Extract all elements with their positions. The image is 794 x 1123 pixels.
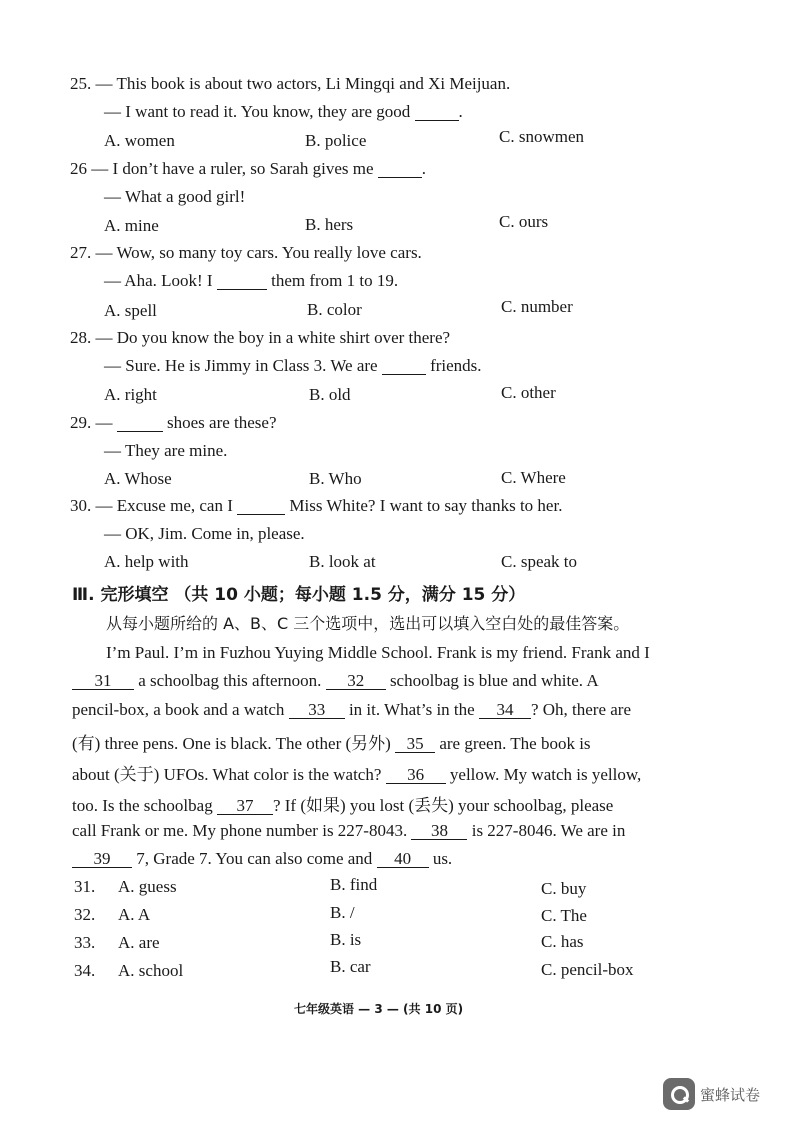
q34-number: 34. <box>74 961 96 980</box>
q31-option-b[interactable]: B. find <box>330 875 378 894</box>
passage-text: schoolbag is blue and white. A <box>389 671 599 690</box>
q27-blank[interactable] <box>217 272 267 290</box>
q26-option-b[interactable]: B. hers <box>305 215 354 234</box>
q26-question: — I don’t have a ruler, so Sarah gives me <box>91 159 374 178</box>
passage-text: pencil-box, a book and a watch <box>72 700 285 719</box>
q29-option-c[interactable]: C. Where <box>501 468 566 487</box>
passage-line-2 <box>72 671 599 691</box>
q30-option-b[interactable]: B. look at <box>309 552 376 571</box>
section-3-heading: Ⅲ. 完形填空 （共 10 小题；每小题 1.5 分，满分 15 分） <box>72 585 526 605</box>
q29-question-end: shoes are these? <box>167 413 277 432</box>
passage-line-1: I’m Paul. I’m in Fuzhou Yuying Middle School. Frank is my friend. Frank and I <box>106 643 650 662</box>
q25-option-a[interactable]: A. women <box>104 131 175 150</box>
blank-36[interactable]: 36 <box>386 766 446 784</box>
q27-answer-text: — Aha. Look! I <box>104 271 213 290</box>
q30-question-end: Miss White? I want to say thanks to her. <box>289 496 563 515</box>
page-footer: 七年级英语 — 3 — (共 10 页) <box>294 1002 464 1016</box>
q25-line2 <box>104 102 463 122</box>
q32-option-a[interactable]: A. A <box>118 905 151 924</box>
q27-line2 <box>104 271 398 291</box>
q27-number: 27. <box>70 243 92 262</box>
passage-text: are green. The book is <box>439 734 591 753</box>
bee-logo-icon <box>663 1078 695 1110</box>
passage-text: in it. What’s in the <box>348 700 475 719</box>
q34-option-c[interactable]: C. pencil-box <box>541 960 634 979</box>
passage-text: is 227-8046. We are in <box>471 821 626 840</box>
passage-text: a schoolbag this afternoon. <box>138 671 322 690</box>
q27-option-b[interactable]: B. color <box>307 300 362 319</box>
blank-34[interactable]: 34 <box>479 701 531 719</box>
q25-line1 <box>70 74 510 94</box>
q29-blank[interactable] <box>117 414 163 432</box>
passage-line-3 <box>72 700 631 720</box>
passage-text: (有) three pens. One is black. The other (另外) <box>72 734 391 753</box>
passage-line-6 <box>72 791 613 816</box>
q33-option-c[interactable]: C. has <box>541 932 584 951</box>
q34-option-a[interactable]: A. school <box>118 961 184 980</box>
q28-answer-end: friends. <box>430 356 482 375</box>
q29-option-a[interactable]: A. Whose <box>104 469 172 488</box>
q30-blank[interactable] <box>237 497 285 515</box>
q25-number: 25. <box>70 74 92 93</box>
passage-text: ? Oh, there are <box>530 700 632 719</box>
q28-question: — Do you know the boy in a white shirt over there? <box>95 328 451 347</box>
passage-text: 7, Grade 7. You can also come and <box>136 849 373 868</box>
q30-question: — Excuse me, can I <box>95 496 233 515</box>
q32-number: 32. <box>74 905 96 924</box>
blank-32[interactable]: 32 <box>326 672 386 690</box>
q26-blank[interactable] <box>378 160 422 178</box>
watermark-text: 蜜蜂试卷 <box>700 1086 761 1104</box>
q30-option-a[interactable]: A. help with <box>104 552 189 571</box>
q28-option-c[interactable]: C. other <box>501 383 556 402</box>
q27-line1 <box>70 243 422 263</box>
q33-option-a[interactable]: A. are <box>118 933 160 952</box>
q26-line1 <box>70 159 426 179</box>
q26-option-a[interactable]: A. mine <box>104 216 159 235</box>
q30-number: 30. <box>70 496 92 515</box>
q32-option-c[interactable]: C. The <box>541 906 587 925</box>
blank-40[interactable]: 40 <box>377 850 429 868</box>
blank-38[interactable]: 38 <box>411 822 467 840</box>
q28-option-b[interactable]: B. old <box>309 385 351 404</box>
q33-number: 33. <box>74 933 96 952</box>
q29-answer: — They are mine. <box>104 441 228 460</box>
q27-option-c[interactable]: C. number <box>501 297 573 316</box>
q25-option-b[interactable]: B. police <box>305 131 367 150</box>
q29-option-b[interactable]: B. Who <box>309 469 362 488</box>
blank-33[interactable]: 33 <box>289 701 345 719</box>
q31-option-c[interactable]: C. buy <box>541 879 587 898</box>
q30-line1 <box>70 496 562 516</box>
passage-line-7 <box>72 821 625 841</box>
passage-text: about (关于) UFOs. What color is the watch? <box>72 765 382 784</box>
q25-answer-end: . <box>458 102 463 121</box>
q25-option-c[interactable]: C. snowmen <box>499 127 584 146</box>
q27-option-a[interactable]: A. spell <box>104 301 157 320</box>
blank-39[interactable]: 39 <box>72 850 132 868</box>
q28-line1 <box>70 328 450 348</box>
q26-answer: — What a good girl! <box>104 187 246 206</box>
blank-37[interactable]: 37 <box>217 797 273 815</box>
q25-answer-text: — I want to read it. You know, they are good <box>104 102 411 121</box>
blank-31[interactable]: 31 <box>72 672 134 690</box>
q26-question-end: . <box>421 159 427 178</box>
passage-text: yellow. My watch is yellow, <box>449 765 642 784</box>
q34-option-b[interactable]: B. car <box>330 957 371 976</box>
q29-line1 <box>70 413 277 433</box>
passage-line-5 <box>72 760 641 785</box>
q27-question: — Wow, so many toy cars. You really love cars. <box>95 243 422 262</box>
q26-number: 26 <box>70 159 87 178</box>
q28-option-a[interactable]: A. right <box>104 385 157 404</box>
q28-line2 <box>104 356 482 376</box>
q28-number: 28. <box>70 328 92 347</box>
q33-option-b[interactable]: B. is <box>330 930 362 949</box>
q25-blank[interactable] <box>415 103 459 121</box>
q31-number: 31. <box>74 877 96 896</box>
q29-number: 29. <box>70 413 92 432</box>
section-3-instruction: 从每小题所给的 A、B、C 三个选项中，选出可以填入空白处的最佳答案。 <box>106 614 630 633</box>
q27-answer-end: them from 1 to 19. <box>271 271 399 290</box>
blank-35[interactable]: 35 <box>395 735 435 753</box>
q28-blank[interactable] <box>382 357 426 375</box>
q30-option-c[interactable]: C. speak to <box>501 552 578 571</box>
passage-text: ? If (如果) you lost (丢失) your schoolbag, please <box>272 796 614 815</box>
q30-answer: — OK, Jim. Come in, please. <box>104 524 305 543</box>
q28-answer-text: — Sure. He is Jimmy in Class 3. We are <box>104 356 378 375</box>
q26-option-c[interactable]: C. ours <box>499 212 549 231</box>
q25-question: — This book is about two actors, Li Mingqi and Xi Meijuan. <box>95 74 511 93</box>
passage-line-8 <box>72 849 452 869</box>
q32-option-b[interactable]: B. / <box>330 903 355 922</box>
passage-text: call Frank or me. My phone number is 227-8043. <box>72 821 408 840</box>
passage-text: us. <box>432 849 453 868</box>
q29-dash: — <box>95 413 113 432</box>
passage-line-4 <box>72 729 591 754</box>
passage-text: too. Is the schoolbag <box>72 796 213 815</box>
q31-option-a[interactable]: A. guess <box>118 877 177 896</box>
